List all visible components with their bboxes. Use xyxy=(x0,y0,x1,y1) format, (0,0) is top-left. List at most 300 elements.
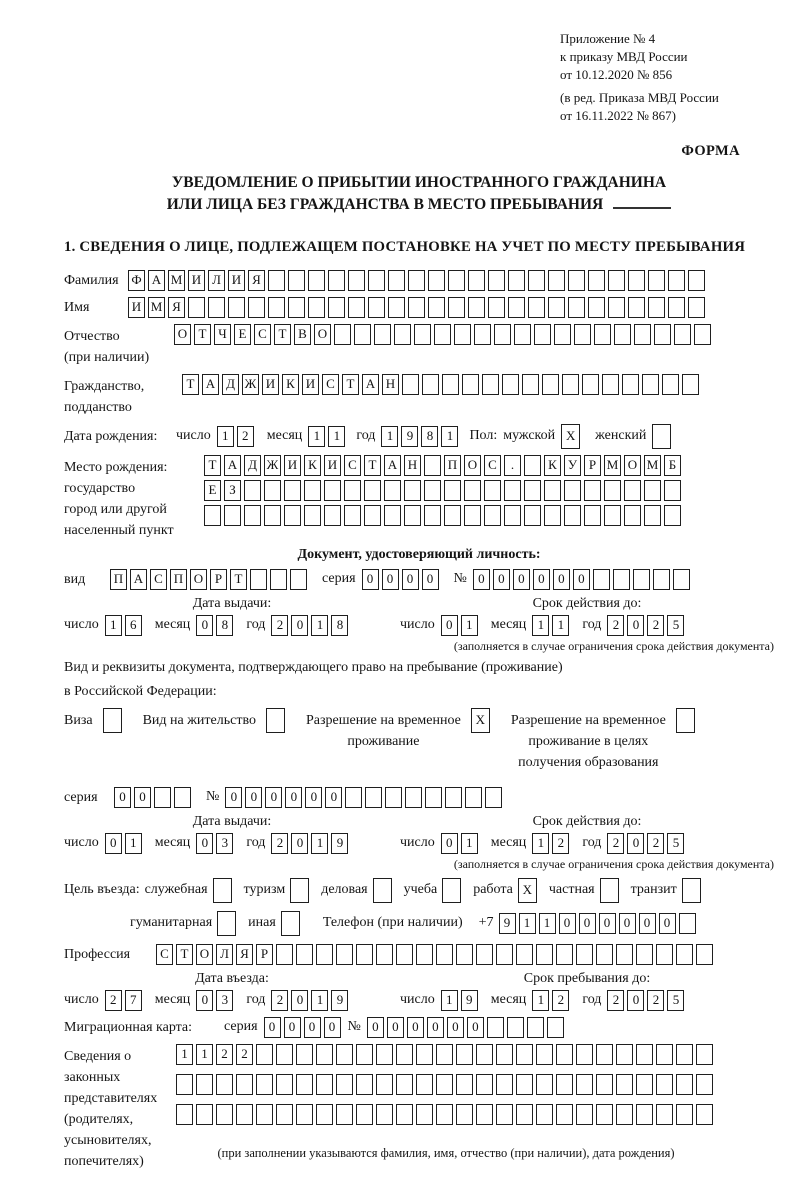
char-cell[interactable] xyxy=(648,270,665,291)
char-cell[interactable]: 1 xyxy=(217,426,234,447)
char-cell[interactable] xyxy=(596,1044,613,1065)
char-cell[interactable] xyxy=(676,944,693,965)
char-cell[interactable]: 0 xyxy=(573,569,590,590)
identity-valid-year-input[interactable] xyxy=(607,615,687,636)
char-cell[interactable] xyxy=(628,270,645,291)
char-cell[interactable]: Т xyxy=(194,324,211,345)
char-cell[interactable]: 1 xyxy=(311,990,328,1011)
residence-series-input[interactable] xyxy=(114,787,194,808)
char-cell[interactable] xyxy=(464,505,481,526)
residence-valid-day-input[interactable] xyxy=(441,833,481,854)
char-cell[interactable]: А xyxy=(130,569,147,590)
citizenship-input[interactable] xyxy=(182,374,702,395)
char-cell[interactable] xyxy=(556,1044,573,1065)
sex-male-checkbox[interactable] xyxy=(561,424,583,449)
char-cell[interactable]: 8 xyxy=(331,615,348,636)
char-cell[interactable]: 0 xyxy=(196,615,213,636)
char-cell[interactable]: 1 xyxy=(519,913,536,934)
char-cell[interactable] xyxy=(485,787,502,808)
char-cell[interactable] xyxy=(304,505,321,526)
char-cell[interactable]: О xyxy=(174,324,191,345)
char-cell[interactable]: 6 xyxy=(125,615,142,636)
char-cell[interactable]: 1 xyxy=(176,1044,193,1065)
char-cell[interactable]: 0 xyxy=(245,787,262,808)
char-cell[interactable]: 0 xyxy=(362,569,379,590)
char-cell[interactable]: 1 xyxy=(125,833,142,854)
char-cell[interactable] xyxy=(456,1074,473,1095)
char-cell[interactable] xyxy=(208,297,225,318)
char-cell[interactable] xyxy=(456,1044,473,1065)
char-cell[interactable] xyxy=(396,1104,413,1125)
char-cell[interactable] xyxy=(213,878,232,903)
char-cell[interactable] xyxy=(468,270,485,291)
char-cell[interactable]: 1 xyxy=(308,426,325,447)
char-cell[interactable]: 2 xyxy=(647,615,664,636)
char-cell[interactable]: 1 xyxy=(311,615,328,636)
char-cell[interactable] xyxy=(676,1074,693,1095)
char-cell[interactable]: М xyxy=(148,297,165,318)
char-cell[interactable] xyxy=(522,374,539,395)
char-cell[interactable] xyxy=(524,455,541,476)
char-cell[interactable] xyxy=(396,1044,413,1065)
char-cell[interactable]: М xyxy=(604,455,621,476)
identity-issue-day-input[interactable] xyxy=(105,615,145,636)
char-cell[interactable]: Д xyxy=(244,455,261,476)
char-cell[interactable]: Е xyxy=(234,324,251,345)
char-cell[interactable] xyxy=(256,1074,273,1095)
char-cell[interactable]: И xyxy=(262,374,279,395)
char-cell[interactable] xyxy=(508,270,525,291)
char-cell[interactable] xyxy=(527,1017,544,1038)
char-cell[interactable]: X xyxy=(518,878,537,903)
char-cell[interactable]: 0 xyxy=(367,1017,384,1038)
char-cell[interactable]: Н xyxy=(404,455,421,476)
char-cell[interactable] xyxy=(204,505,221,526)
char-cell[interactable]: 0 xyxy=(105,833,122,854)
char-cell[interactable]: 0 xyxy=(473,569,490,590)
char-cell[interactable] xyxy=(334,324,351,345)
char-cell[interactable] xyxy=(448,297,465,318)
char-cell[interactable]: 1 xyxy=(532,615,549,636)
char-cell[interactable] xyxy=(388,297,405,318)
char-cell[interactable] xyxy=(654,324,671,345)
char-cell[interactable] xyxy=(676,1044,693,1065)
char-cell[interactable] xyxy=(576,1074,593,1095)
char-cell[interactable] xyxy=(508,297,525,318)
char-cell[interactable] xyxy=(488,297,505,318)
char-cell[interactable]: Д xyxy=(222,374,239,395)
residence-issue-day-input[interactable] xyxy=(105,833,145,854)
char-cell[interactable] xyxy=(516,944,533,965)
char-cell[interactable] xyxy=(476,1044,493,1065)
birth-place-line1-input[interactable] xyxy=(204,455,684,476)
char-cell[interactable]: 0 xyxy=(627,990,644,1011)
char-cell[interactable] xyxy=(396,1074,413,1095)
migration-series-input[interactable] xyxy=(264,1017,344,1038)
char-cell[interactable] xyxy=(296,1044,313,1065)
char-cell[interactable] xyxy=(484,480,501,501)
char-cell[interactable]: 1 xyxy=(196,1044,213,1065)
char-cell[interactable] xyxy=(634,324,651,345)
char-cell[interactable] xyxy=(368,297,385,318)
char-cell[interactable] xyxy=(576,944,593,965)
char-cell[interactable]: Н xyxy=(382,374,399,395)
char-cell[interactable] xyxy=(290,878,309,903)
char-cell[interactable] xyxy=(376,1074,393,1095)
char-cell[interactable] xyxy=(356,944,373,965)
char-cell[interactable]: 0 xyxy=(291,990,308,1011)
birth-month-input[interactable] xyxy=(308,426,348,447)
char-cell[interactable] xyxy=(536,944,553,965)
char-cell[interactable]: 3 xyxy=(216,833,233,854)
char-cell[interactable] xyxy=(196,1074,213,1095)
birth-year-input[interactable] xyxy=(381,426,461,447)
char-cell[interactable] xyxy=(476,944,493,965)
char-cell[interactable] xyxy=(348,270,365,291)
char-cell[interactable] xyxy=(582,374,599,395)
char-cell[interactable] xyxy=(422,374,439,395)
char-cell[interactable] xyxy=(516,1104,533,1125)
char-cell[interactable] xyxy=(544,480,561,501)
char-cell[interactable] xyxy=(554,324,571,345)
char-cell[interactable] xyxy=(524,480,541,501)
char-cell[interactable]: 0 xyxy=(407,1017,424,1038)
char-cell[interactable] xyxy=(288,270,305,291)
char-cell[interactable]: 8 xyxy=(216,615,233,636)
char-cell[interactable]: 1 xyxy=(441,990,458,1011)
char-cell[interactable] xyxy=(694,324,711,345)
char-cell[interactable] xyxy=(264,505,281,526)
legal-reps-line3-input[interactable] xyxy=(176,1104,716,1125)
char-cell[interactable]: 0 xyxy=(387,1017,404,1038)
char-cell[interactable]: 2 xyxy=(271,990,288,1011)
char-cell[interactable] xyxy=(216,1074,233,1095)
char-cell[interactable] xyxy=(593,569,610,590)
char-cell[interactable] xyxy=(416,1074,433,1095)
char-cell[interactable]: А xyxy=(202,374,219,395)
char-cell[interactable] xyxy=(528,270,545,291)
char-cell[interactable] xyxy=(556,1074,573,1095)
char-cell[interactable] xyxy=(602,374,619,395)
char-cell[interactable] xyxy=(462,374,479,395)
char-cell[interactable] xyxy=(324,480,341,501)
char-cell[interactable]: 5 xyxy=(667,990,684,1011)
char-cell[interactable] xyxy=(688,270,705,291)
char-cell[interactable]: К xyxy=(544,455,561,476)
purpose-tourism-checkbox[interactable] xyxy=(290,878,312,903)
char-cell[interactable] xyxy=(514,324,531,345)
char-cell[interactable]: Б xyxy=(664,455,681,476)
char-cell[interactable]: 0 xyxy=(659,913,676,934)
char-cell[interactable]: Р xyxy=(256,944,273,965)
char-cell[interactable] xyxy=(176,1074,193,1095)
char-cell[interactable]: Т xyxy=(176,944,193,965)
char-cell[interactable]: 0 xyxy=(579,913,596,934)
char-cell[interactable]: 0 xyxy=(325,787,342,808)
char-cell[interactable]: Л xyxy=(216,944,233,965)
identity-valid-month-input[interactable] xyxy=(532,615,572,636)
char-cell[interactable] xyxy=(547,1017,564,1038)
char-cell[interactable]: 9 xyxy=(331,990,348,1011)
residence-issue-year-input[interactable] xyxy=(271,833,351,854)
char-cell[interactable] xyxy=(336,1074,353,1095)
char-cell[interactable]: 0 xyxy=(639,913,656,934)
char-cell[interactable] xyxy=(496,1044,513,1065)
char-cell[interactable] xyxy=(668,297,685,318)
char-cell[interactable]: 8 xyxy=(421,426,438,447)
char-cell[interactable]: У xyxy=(564,455,581,476)
char-cell[interactable] xyxy=(682,374,699,395)
char-cell[interactable]: Т xyxy=(182,374,199,395)
char-cell[interactable]: 1 xyxy=(328,426,345,447)
char-cell[interactable] xyxy=(385,787,402,808)
char-cell[interactable] xyxy=(507,1017,524,1038)
char-cell[interactable] xyxy=(544,505,561,526)
char-cell[interactable]: 0 xyxy=(427,1017,444,1038)
char-cell[interactable] xyxy=(674,324,691,345)
char-cell[interactable]: 2 xyxy=(647,990,664,1011)
char-cell[interactable] xyxy=(103,708,122,733)
residence-issue-month-input[interactable] xyxy=(196,833,236,854)
char-cell[interactable] xyxy=(442,878,461,903)
char-cell[interactable] xyxy=(516,1074,533,1095)
char-cell[interactable] xyxy=(394,324,411,345)
char-cell[interactable] xyxy=(653,569,670,590)
char-cell[interactable] xyxy=(604,480,621,501)
char-cell[interactable]: 0 xyxy=(627,833,644,854)
char-cell[interactable] xyxy=(256,1104,273,1125)
char-cell[interactable] xyxy=(524,505,541,526)
char-cell[interactable] xyxy=(516,1044,533,1065)
char-cell[interactable] xyxy=(296,944,313,965)
char-cell[interactable] xyxy=(664,480,681,501)
char-cell[interactable] xyxy=(682,878,701,903)
char-cell[interactable]: 0 xyxy=(402,569,419,590)
char-cell[interactable] xyxy=(542,374,559,395)
char-cell[interactable] xyxy=(624,480,641,501)
char-cell[interactable] xyxy=(365,787,382,808)
sex-female-checkbox[interactable] xyxy=(652,424,674,449)
char-cell[interactable] xyxy=(276,1074,293,1095)
purpose-transit-checkbox[interactable] xyxy=(682,878,704,903)
char-cell[interactable] xyxy=(445,787,462,808)
char-cell[interactable] xyxy=(324,505,341,526)
char-cell[interactable] xyxy=(316,1104,333,1125)
char-cell[interactable]: 2 xyxy=(607,990,624,1011)
char-cell[interactable]: 5 xyxy=(667,615,684,636)
purpose-official-checkbox[interactable] xyxy=(213,878,235,903)
char-cell[interactable]: 0 xyxy=(291,833,308,854)
char-cell[interactable]: 1 xyxy=(441,426,458,447)
char-cell[interactable] xyxy=(608,297,625,318)
char-cell[interactable] xyxy=(696,1074,713,1095)
given-name-input[interactable] xyxy=(128,297,708,318)
char-cell[interactable] xyxy=(642,374,659,395)
char-cell[interactable] xyxy=(536,1074,553,1095)
char-cell[interactable] xyxy=(284,480,301,501)
char-cell[interactable] xyxy=(468,297,485,318)
char-cell[interactable]: И xyxy=(302,374,319,395)
char-cell[interactable]: З xyxy=(224,480,241,501)
char-cell[interactable]: С xyxy=(156,944,173,965)
char-cell[interactable] xyxy=(424,455,441,476)
char-cell[interactable] xyxy=(174,787,191,808)
char-cell[interactable] xyxy=(356,1074,373,1095)
char-cell[interactable] xyxy=(633,569,650,590)
char-cell[interactable]: 0 xyxy=(114,787,131,808)
char-cell[interactable] xyxy=(679,913,696,934)
char-cell[interactable] xyxy=(504,505,521,526)
char-cell[interactable]: 9 xyxy=(331,833,348,854)
char-cell[interactable] xyxy=(564,480,581,501)
char-cell[interactable]: 0 xyxy=(447,1017,464,1038)
doc-type-input[interactable] xyxy=(110,569,310,590)
char-cell[interactable] xyxy=(568,297,585,318)
char-cell[interactable]: 2 xyxy=(237,426,254,447)
char-cell[interactable]: П xyxy=(444,455,461,476)
char-cell[interactable] xyxy=(436,944,453,965)
char-cell[interactable] xyxy=(408,297,425,318)
char-cell[interactable]: Я xyxy=(248,270,265,291)
char-cell[interactable]: 0 xyxy=(619,913,636,934)
char-cell[interactable] xyxy=(376,1104,393,1125)
char-cell[interactable]: 2 xyxy=(271,615,288,636)
char-cell[interactable] xyxy=(434,324,451,345)
char-cell[interactable] xyxy=(402,374,419,395)
char-cell[interactable]: К xyxy=(282,374,299,395)
char-cell[interactable] xyxy=(416,1104,433,1125)
char-cell[interactable] xyxy=(487,1017,504,1038)
char-cell[interactable] xyxy=(496,944,513,965)
char-cell[interactable] xyxy=(268,297,285,318)
char-cell[interactable]: 2 xyxy=(236,1044,253,1065)
char-cell[interactable] xyxy=(576,1044,593,1065)
char-cell[interactable]: 0 xyxy=(627,615,644,636)
char-cell[interactable] xyxy=(188,297,205,318)
entry-month-input[interactable] xyxy=(196,990,236,1011)
char-cell[interactable] xyxy=(484,505,501,526)
char-cell[interactable] xyxy=(448,270,465,291)
char-cell[interactable] xyxy=(442,374,459,395)
patronymic-input[interactable] xyxy=(174,324,714,345)
char-cell[interactable] xyxy=(616,1074,633,1095)
char-cell[interactable]: 0 xyxy=(196,990,213,1011)
char-cell[interactable] xyxy=(396,944,413,965)
char-cell[interactable] xyxy=(270,569,287,590)
migration-number-input[interactable] xyxy=(367,1017,567,1038)
char-cell[interactable]: 0 xyxy=(422,569,439,590)
char-cell[interactable]: М xyxy=(168,270,185,291)
char-cell[interactable] xyxy=(534,324,551,345)
char-cell[interactable] xyxy=(656,1044,673,1065)
char-cell[interactable] xyxy=(556,1104,573,1125)
entry-year-input[interactable] xyxy=(271,990,351,1011)
char-cell[interactable]: 0 xyxy=(134,787,151,808)
char-cell[interactable]: 0 xyxy=(304,1017,321,1038)
char-cell[interactable]: В xyxy=(294,324,311,345)
temp-residence-checkbox[interactable] xyxy=(471,708,493,733)
char-cell[interactable] xyxy=(224,505,241,526)
char-cell[interactable]: 0 xyxy=(533,569,550,590)
residence-permit-checkbox[interactable] xyxy=(266,708,288,733)
char-cell[interactable]: И xyxy=(228,270,245,291)
char-cell[interactable] xyxy=(356,1104,373,1125)
char-cell[interactable] xyxy=(268,270,285,291)
char-cell[interactable] xyxy=(488,270,505,291)
char-cell[interactable] xyxy=(416,944,433,965)
char-cell[interactable] xyxy=(696,944,713,965)
char-cell[interactable] xyxy=(528,297,545,318)
char-cell[interactable]: 0 xyxy=(305,787,322,808)
char-cell[interactable] xyxy=(444,505,461,526)
char-cell[interactable] xyxy=(384,480,401,501)
char-cell[interactable] xyxy=(622,374,639,395)
char-cell[interactable]: 0 xyxy=(513,569,530,590)
char-cell[interactable] xyxy=(588,270,605,291)
char-cell[interactable] xyxy=(504,480,521,501)
char-cell[interactable] xyxy=(494,324,511,345)
char-cell[interactable]: 9 xyxy=(401,426,418,447)
entry-day-input[interactable] xyxy=(105,990,145,1011)
char-cell[interactable] xyxy=(576,1104,593,1125)
char-cell[interactable]: 0 xyxy=(265,787,282,808)
char-cell[interactable]: 0 xyxy=(441,615,458,636)
char-cell[interactable] xyxy=(296,1104,313,1125)
char-cell[interactable] xyxy=(316,1044,333,1065)
char-cell[interactable] xyxy=(676,708,695,733)
char-cell[interactable]: Т xyxy=(274,324,291,345)
char-cell[interactable] xyxy=(328,297,345,318)
char-cell[interactable] xyxy=(502,374,519,395)
char-cell[interactable] xyxy=(228,297,245,318)
char-cell[interactable]: Я xyxy=(236,944,253,965)
char-cell[interactable]: 0 xyxy=(467,1017,484,1038)
phone-input[interactable] xyxy=(499,913,699,934)
char-cell[interactable] xyxy=(564,505,581,526)
char-cell[interactable] xyxy=(656,1074,673,1095)
char-cell[interactable] xyxy=(354,324,371,345)
char-cell[interactable] xyxy=(656,944,673,965)
legal-reps-line1-input[interactable] xyxy=(176,1044,716,1065)
char-cell[interactable]: П xyxy=(110,569,127,590)
char-cell[interactable]: 0 xyxy=(225,787,242,808)
char-cell[interactable] xyxy=(328,270,345,291)
char-cell[interactable] xyxy=(465,787,482,808)
char-cell[interactable] xyxy=(604,505,621,526)
char-cell[interactable]: Р xyxy=(584,455,601,476)
char-cell[interactable]: 2 xyxy=(271,833,288,854)
char-cell[interactable]: А xyxy=(224,455,241,476)
char-cell[interactable] xyxy=(456,944,473,965)
char-cell[interactable]: М xyxy=(644,455,661,476)
char-cell[interactable] xyxy=(464,480,481,501)
char-cell[interactable] xyxy=(316,944,333,965)
char-cell[interactable] xyxy=(376,944,393,965)
char-cell[interactable]: И xyxy=(188,270,205,291)
char-cell[interactable]: К xyxy=(304,455,321,476)
purpose-humanitarian-checkbox[interactable] xyxy=(217,911,239,936)
char-cell[interactable] xyxy=(425,787,442,808)
char-cell[interactable] xyxy=(416,1044,433,1065)
char-cell[interactable]: Т xyxy=(364,455,381,476)
char-cell[interactable]: С xyxy=(150,569,167,590)
char-cell[interactable] xyxy=(256,1044,273,1065)
residence-valid-year-input[interactable] xyxy=(607,833,687,854)
char-cell[interactable]: X xyxy=(471,708,490,733)
char-cell[interactable] xyxy=(424,505,441,526)
purpose-study-checkbox[interactable] xyxy=(442,878,464,903)
char-cell[interactable] xyxy=(568,270,585,291)
